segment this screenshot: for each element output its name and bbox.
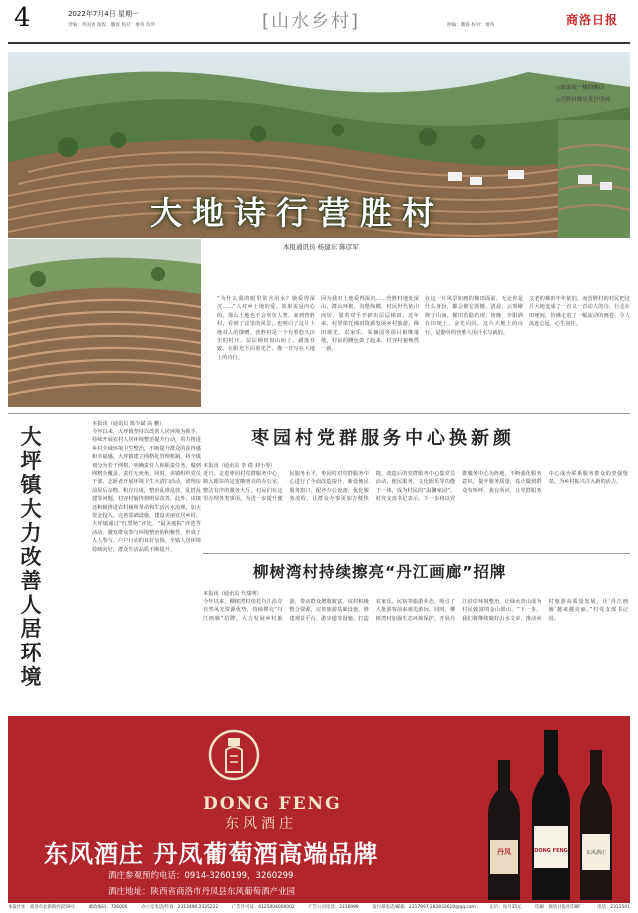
left-article-body: 今年以来，大坪镇坚持以改善人居环境为抓手，持续开展农村人居环境整治提升行动，着力推进乡村全域环境卫生整治，不断提升群众的获得感和幸福感。大坪镇建立网格化管理机制，将全镇划分为若干网格，明确责任人和职责任务，做到网格全覆盖、责任无死角。同时，该镇组织党员干部、志愿者开展环境卫生大清扫活动，清理房前屋后杂物、积存垃圾，整治乱堆乱放、乱搭乱建等问题，村容村貌得到明显改善。此外，该镇还积极推进农村厕所革命和生活污水治理，加大资金投入，完善基础设施，建设美丽宜居乡村。大坪镇通过“红黑榜”评比、“最美庭院”评选等活动，激发群众参与环境整治的积极性，形成了人人参与、户户行动的良好氛围，全镇人居环境持续向好，群众生活品质不断提升。 — [92, 429, 201, 553]
section-divider — [8, 413, 630, 414]
feature-col-2: 因为我对土地爱得深沉……营胜村地处深山，群山环抱，沟壑纵横，村民世代依山而居，靠着双手开辟出层层梯田。近年来，村里依托梯田资源发展乡村旅游，梯田观光、农家乐、采摘园等项目相继落地，村民的腰包鼓了起来，村容村貌焕然一新。 — [321, 296, 419, 353]
footer-info — [8, 904, 630, 910]
newspaper-logo: 商洛日报 — [566, 13, 619, 27]
winery-logo-icon — [204, 724, 264, 786]
article3-body: 今年以来，柳树湾村依托丹江沿岸自然风光资源优势，持续擦亮“丹江画廊”招牌，大力发展乡村旅游，带动群众增收致富。该村积极整合资源，完善旅游基础设施，修建观景平台、游步道等设施，打造农家乐、民宿等旅游业态，吸引了大批游客前来观光游玩。同时，柳树湾村加强生态环境保护，开展丹江沿岸环境整治，让绿水青山成为村民致富的金山银山。“下一步，我们将继续做好山水文章，推动乡村旅游高质量发展，让‘丹江画廊’越来越亮丽。”村党支部书记说。 — [203, 599, 628, 622]
village-photo — [558, 120, 630, 238]
article2-body: 近日，走进枣园村党群服务中心，映入眼帘的是宽敞明亮的办公室、整洁有序的服务大厅，村民们在这里办理各类事项。为进一步提升便民服务水平，枣园村对党群服务中心进行了全面改造提升，新设便民服务窗口，配齐办公设备，优化服务流程，让群众办事更加方便快捷。改造后的党群服务中心集党员活动、便民服务、文化娱乐等功能于一体，成为村民的“温馨家园”。村党支部书记表示，下一步将以党群服务中心为阵地，不断强化服务意识，提升服务质量，真正做到群众有所呼、我有所应，让党群服务中心成为联系服务群众的坚强堡垒，为乡村振兴注入新的活力。 — [203, 471, 628, 503]
footer-office-phone: 办公室电话/传真：2313490 2325222 — [141, 905, 219, 910]
winery-address: 酒庄地址：陕西省商洛市丹凤县东风葡萄酒产业园 — [108, 887, 296, 897]
winery-slogan: 东风酒庄 丹凤葡萄酒高端品牌 — [44, 840, 379, 868]
article3-byline: 本报讯（通讯员 代瑞明） — [203, 591, 262, 597]
wine-bottle-2 — [532, 730, 570, 900]
article2-byline: 本报讯（通讯员 李 倩 刘小琴） — [203, 463, 276, 469]
footer-ad-phone: 广告公司电话：2316999 — [308, 905, 359, 910]
winery-brand-english: DONG FENG — [203, 794, 342, 814]
bottle-label-3: 东风酒庄 — [585, 850, 607, 856]
footer-distribution: 发行部电话/邮箱：2317997 282833619@qq.com — [372, 905, 476, 910]
editors-right: 照编：魏蓉 校对：屠英 — [447, 23, 495, 28]
page-number: 4 — [14, 3, 31, 33]
editors-left: 责编：华国青 版程：魏蓉 校对：屠英 印所 — [68, 23, 156, 28]
article2-title: 枣园村党群服务中心换新颜 — [251, 428, 515, 449]
issue-date: 2022年7月4日 星期一 — [68, 10, 139, 18]
feature-title: 大地诗行营胜村 — [150, 194, 445, 232]
feature-col-4: 又老的梯田年年依旧，而营胜村的村民把这片大地变成了一首又一首动人的诗。行走在田埂间，仿佛走进了一幅流动的画卷，令人流连忘返，心生向往。 — [529, 296, 630, 328]
vertical-headline: 大坪镇大力改善人居环境 — [20, 425, 42, 689]
wine-bottle-1 — [488, 760, 520, 900]
winery-brand-chinese: 东风酒庄 — [225, 816, 297, 832]
bottle-label-1: 丹凤 — [497, 848, 511, 856]
section-title: [山水乡村] — [262, 11, 361, 32]
bottle-label-2: DONG FENG — [534, 848, 568, 854]
article3-title: 柳树湾村持续擦亮“丹江画廊”招牌 — [253, 563, 507, 581]
wine-bottles-illustration — [476, 730, 626, 902]
photo-caption-1: ◇如果被一楼的梯田 — [556, 85, 605, 91]
village-illustration — [558, 120, 630, 238]
footer-address: 本报社址：商洛市北新街西段59号 — [8, 905, 76, 910]
footer-printer-phone: 电话：2312541 — [597, 905, 630, 910]
photo-caption-2: ◇营胜村晚景优抒情画 — [556, 97, 610, 103]
feature-col-1: “为什么我的眼里常含泪水？她爱得深沉……”人对乡土地的爱，如果说是内心的，那么土地也不会辜负人类。来到营胜村，看到了这里的风景，也明白了这片土地对人的馈赠。营胜村是一个有着悠久历史的村庄，层层梯田盘山而上，錯落有致，在阳光下闪着光芒，像一首写在大地上的诗行。 — [217, 296, 315, 361]
feature-byline: 本报通讯员 杨建东 陈彦军 — [283, 243, 359, 251]
wine-bottle-3 — [580, 750, 612, 900]
photo-captions — [556, 82, 610, 106]
footer-printer: 印刷：商洛日报社印刷厂 — [535, 905, 584, 910]
header-rule — [8, 42, 630, 44]
left-article-byline: 本报讯（通讯员 陈少斌 高 鹏） — [92, 421, 165, 427]
terrace-closeup-illustration — [8, 239, 201, 407]
footer-ad-license: 广告许可证：6125004000002 — [232, 905, 295, 910]
footer-postcode: 邮政编码：726000 — [88, 905, 128, 910]
footer-price: 定价：每月35元 — [489, 905, 522, 910]
article-divider — [203, 553, 630, 554]
terrace-closeup-photo — [8, 239, 201, 407]
feature-col-3: 在这一片风景如画的梯田面前，无论你是什么身份，都会被它震撼。清晨，云雾缭绕于山间，梯田若隐若现；傍晚，夕阳洒在田埂上，金光闪闪。这片大地上的诗行，是勤劳的营胜人用汗水写就的。 — [425, 296, 523, 336]
winery-phone: 酒庄参观预约电话：0914-3260199，3260299 — [108, 871, 294, 881]
